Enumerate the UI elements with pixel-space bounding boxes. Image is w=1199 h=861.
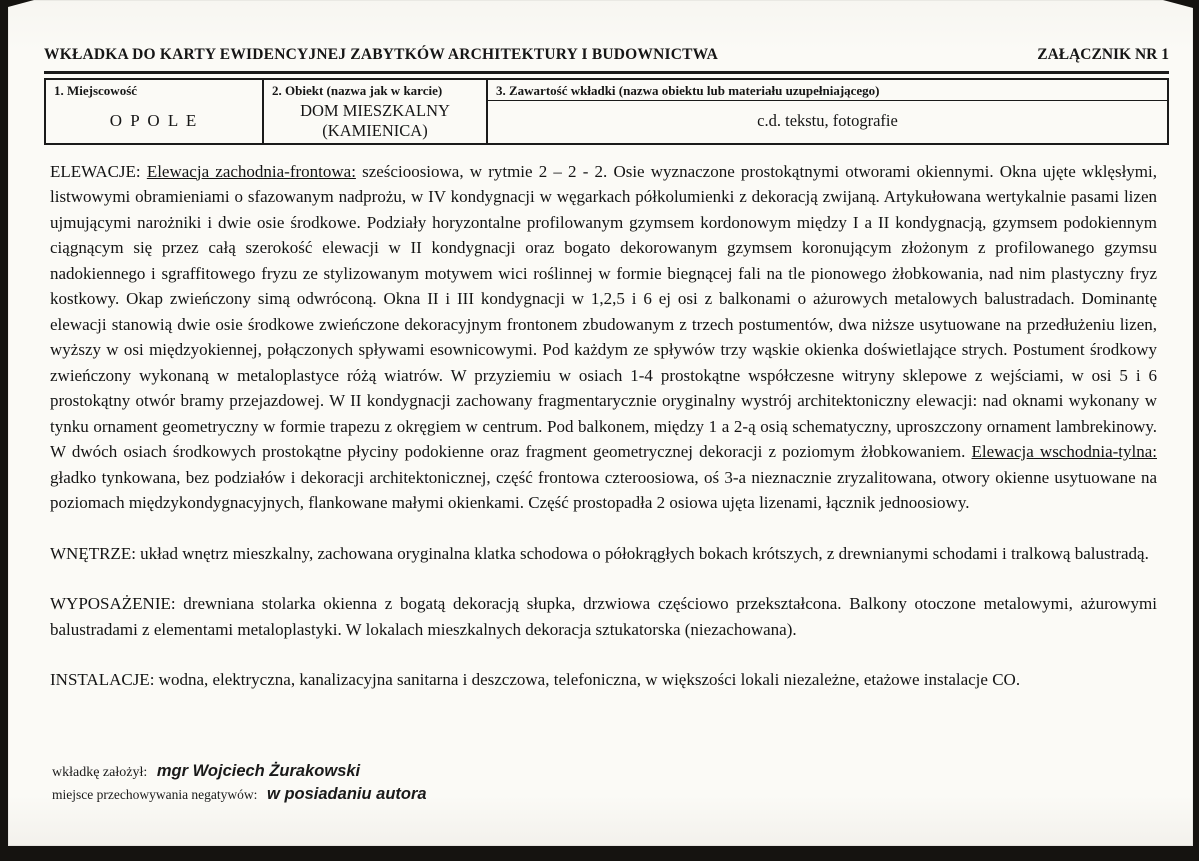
paragraph-wnetrze: WNĘTRZE: układ wnętrz mieszkalny, zachowana oryginalna klatka schodowa o półokrągłych bokach krótszych, z drewnianymi schodami i tralkową balustradą.: [50, 543, 1149, 563]
created-by-label: wkładkę założył:: [52, 765, 148, 780]
footer-negatives-row: [52, 785, 427, 804]
footer-created-row: [52, 762, 427, 781]
elewacje-text-part1: sześcioosiowa, w rytmie 2 – 2 - 2. Osie wyznaczone prostokątnymi otworami okiennymi. Okna ujęte wklęsłymi, listwowymi obramieniami o sfazowanym nadprożu, w IV kondygnacji w węgarkach półkolumienki z dekoracją zwijaną. Artykułowana wertykalnie pasami lizen ujmującymi narożniki i dwie osie środkowe. Podziały horyzontalne profilowanym gzymsem kordonowym między I a II kondygnacją, gzymsem podokiennym ciągnącym się przez całą szerokość elewacji w II kondygnacji oraz bogato dekorowanym gzymsem koronującym złożonym z profilowanego gzymsu nadokiennego i sgraffitowego fryzu ze stylizowanym motywem wici roślinnej w formie biegnącej fali na tle pionowego żłobkowania, nad nim plastyczny fryz kostkowy. Okap zwieńczony simą odwróconą. Okna II i III kondygnacji w 1,2,5 i 6 ej osi z balkonami o ażurowych metalowych balustradach. Dominantę elewacji stanowią dwie osie środkowe zwieńczone dekoracyjnym frontonem zbudowanym z trzech postumentów, dwa niższe usytuowane na przedłużeniu lizen, wyższy w osi międzyokiennej, połączonych spływami esownicowymi. Pod każdym ze spływów trzy wąskie okienka doświetlające strych. Postument środkowy zwieńczony wykonaną w metaloplastyce różą wiatrów. W przyziemiu w osiach 1-4 prostokątne współczesne witryny sklepowe z wejściami, w osi 5 i 6 prostokątny otwór bramy przejazdowej. W II kondygnacji zachowany fragmentarycznie oryginalny wystrój architektoniczny elewacji: nad oknami wykonany w tynku ornament geometryczny w formie trapezu z okręgiem w centrum. Pod balkonem, między 1 a 2-ą osią schematyczny, uproszczony ornament lambrekinowy. W dwóch osiach środkowych prostokątne płyciny podokienne oraz fragment geometrycznej dekoracji z poziomym żłobkowaniem.: [50, 161, 1157, 462]
column-header: 3. Zawartość wkładki (nazwa obiektu lub materiału uzupełniającego): [488, 80, 1167, 101]
cell-value-object: [264, 100, 486, 143]
table-cell-zawartosc: [486, 80, 1167, 143]
elewacje-text-part2: gładko tynkowana, bez podziałów i dekoracji architektonicznej, część frontowa czteroosiowa, oś 3-a nieznacznie zryzalitowana, otwory okienne usytuowane na poziomach międzykondygnacyjnych, flankowane małymi okienkami. Część prostopadła 2 osiowa ujęta lizenami, łącznik jednoosiowy.: [50, 467, 1157, 513]
attachment-number: ZAŁĄCZNIK NR 1: [1037, 46, 1169, 63]
cell-value-contents: c.d. tekstu, fotografie: [757, 111, 898, 131]
section-label-elewacje: ELEWACJE:: [50, 161, 147, 181]
object-name-line2: (KAMIENICA): [322, 120, 428, 140]
underlined-east-facade: Elewacja wschodnia-tylna:: [971, 442, 1157, 462]
scan-corner-artifact: [8, 0, 34, 7]
scan-corner-artifact: [1163, 0, 1193, 8]
column-header: 1. Miejscowość: [54, 83, 138, 98]
info-table: [44, 78, 1169, 145]
document-body: [50, 159, 1157, 693]
document-page: [8, 0, 1193, 846]
object-name-line1: DOM MIESZKALNY: [300, 101, 450, 120]
cell-value-town: O P O L E: [109, 110, 199, 130]
paragraph-instalacje: INSTALACJE: wodna, elektryczna, kanalizacyjna sanitarna i deszczowa, telefoniczna, w większości lokali niezależne, etażowe instalacje CO.: [50, 670, 1021, 690]
document-header: [44, 46, 1169, 74]
paragraph-wyposazenie: WYPOSAŻENIE: drewniana stolarka okienna z bogatą dekoracją słupka, drzwiowa częściowo przekształcona. Balkony otoczone metalowymi, ażurowymi balustradami z elementami metaloplastyki. W lokalach mieszkalnych dekoracja sztukatorska (niezachowana).: [50, 594, 1157, 639]
paragraph-elewacje: [50, 159, 1157, 516]
column-header: 2. Obiekt (nazwa jak w karcie): [272, 83, 443, 98]
table-cell-obiekt: [262, 80, 486, 143]
negatives-location-value: w posiadaniu autora: [267, 785, 427, 803]
table-cell-miejscowosc: [46, 80, 262, 143]
negatives-location-label: miejsce przechowywania negatywów:: [52, 787, 258, 802]
created-by-signature: mgr Wojciech Żurakowski: [156, 762, 361, 780]
document-footer: [52, 758, 427, 804]
underlined-west-facade: Elewacja zachodnia-frontowa:: [146, 161, 356, 181]
page-title: WKŁADKA DO KARTY EWIDENCYJNEJ ZABYTKÓW ARCHITEKTURY I BUDOWNICTWA: [44, 46, 719, 63]
